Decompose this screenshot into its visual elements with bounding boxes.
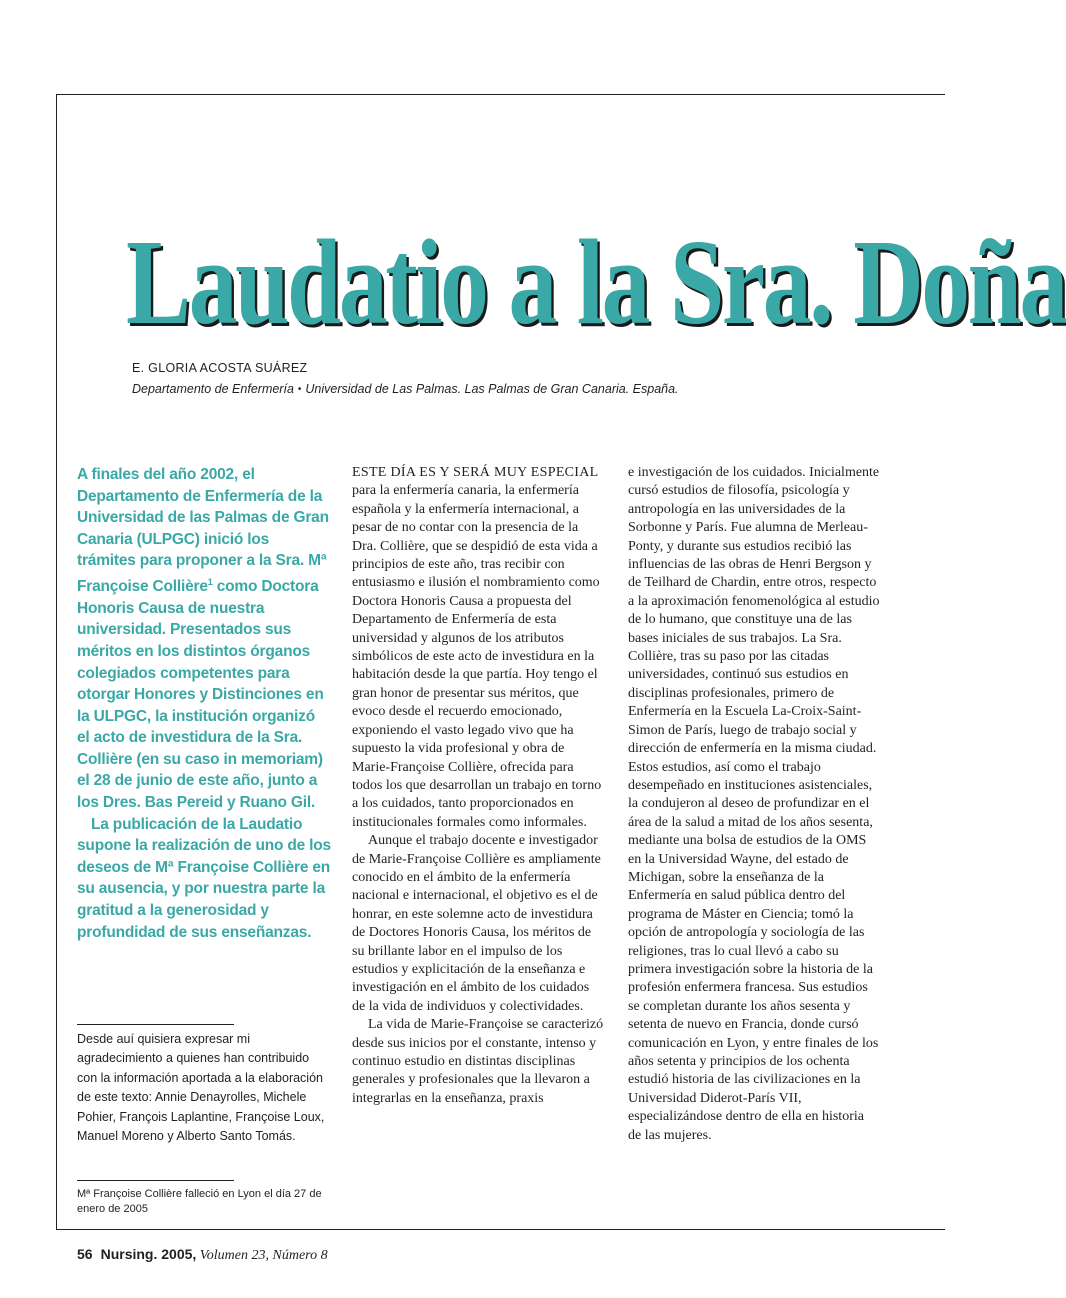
journal-volume: Volumen 23, Número 8: [199, 1248, 328, 1263]
author-affiliation: [132, 382, 679, 396]
author-name: E. GLORIA ACOSTA SUÁREZ: [132, 361, 308, 375]
body-column-1: [352, 464, 604, 1108]
lead-paragraph-2: La publicación de la Laudatio supone la realización de uno de los deseos de Mª Françoise Collière en su ausencia, y por nuestra parte la gratitud a la generosidad y profundidad de sus enseñanzas.: [77, 815, 331, 941]
acknowledgement-note: Desde auí quisiera expresar mi agradecimiento a quienes han contribuido con la información aportada a la elaboración de este texto: Annie Denayrolles, Michele Pohier, François Laplantine, Françoise Loux, Manuel Moreno y Alberto Santo Tomás.: [77, 1032, 325, 1144]
opening-caps: ESTE DÍA ES Y SERÁ MUY ESPECIAL: [352, 465, 599, 480]
body-column-2: [628, 464, 880, 1145]
notes-divider: [77, 1024, 234, 1025]
footnote-marker: 1: [207, 576, 213, 587]
affiliation-separator: •: [297, 384, 302, 395]
body-paragraph-3: La vida de Marie-Françoise se caracterizó desde sus inicios por el constante, intenso y continuo estudio en distintas disciplinas generales y profesionales que la llevaron a integrarlas en la enseñanza, praxis: [352, 1017, 604, 1106]
footnote: Mª Françoise Collière falleció en Lyon el día 27 de enero de 2005: [77, 1188, 322, 1215]
lead-text-part-2: como Doctora Honoris Causa de nuestra universidad. Presentados sus méritos en los distintos órganos colegiados competentes para otorgar Honores y Distinciones en la ULPGC, la institución organizó el acto de investidura de la Sra. Collière (en su caso in memoriam) el 28 de junio de este año, junto a los Dres. Bas Pereid y Ruano Gil.: [77, 578, 324, 812]
page-frame-bottom-rule: [56, 1229, 945, 1230]
footnote-divider: [77, 1180, 234, 1181]
body-paragraph-1-text: para la enfermería canaria, la enfermería española y la enfermería internacional, a pesar de no contar con la presencia de la Dra. Collière, que se despidió de esta vida a principios de este año, tras recibir con entusiasmo e ilusión el nombramiento como Doctora Honoris Causa a propuesta del Departamento de Enfermería de esta universidad y algunos de los atributos simbólicos de este acto de investidura en la habitación desde la que partía. Hoy tengo el gran honor de presentar sus méritos, que evoco desde el recuerdo emocionado, exponiendo el vasto legado vivo que ha supuesto la vida profesional y obra de Marie-Françoise Collière, ofrecida para todos los que desarrollan un trabajo en torno a los cuidados, tanto proporcionados en institucionales formales como informales.: [352, 483, 602, 830]
body-paragraph-2: Aunque el trabajo docente e investigador de Marie-Françoise Collière es ampliamente conocido en el ámbito de la enfermería nacional e internacional, el objetivo es el de honrar, en este solemne acto de investidura de Doctores Honoris Causa, los méritos de su brillante labor en el impulso de los estudios y explicitación de la enseñanza e investigación en el ámbito de los cuidados de la vida de individuos y colectividades.: [352, 833, 601, 1014]
page-footer: [77, 1246, 328, 1264]
body-paragraph-1: [352, 464, 604, 832]
lead-paragraph-1: [77, 464, 331, 814]
lead-text-part-1: A finales del año 2002, el Departamento de Enfermería de la Universidad de las Palmas de Gran Canaria (ULPGC) inició los trámites para proponer a la Sra. Mª Françoise Collière: [77, 466, 329, 596]
article-title: Laudatio a la Sra. Doña: [126, 215, 1066, 350]
journal-name: Nursing. 2005,: [100, 1246, 197, 1262]
title-area: [0, 200, 1066, 360]
affiliation-department: Departamento de Enfermería: [132, 382, 294, 396]
page-frame-top-rule: [56, 94, 945, 95]
affiliation-university: Universidad de Las Palmas. Las Palmas de Gran Canaria. España.: [305, 382, 679, 396]
lead-summary: [77, 464, 331, 943]
body-paragraph-3-continued: e investigación de los cuidados. Inicialmente cursó estudios de filosofía, psicología y antropología en las universidades de la Sorbonne y París. Fue alumna de Merleau-Ponty, y durante sus estudios recibió las influencias de las obras de Henri Bergson y de Teilhard de Chardin, entre otros, respecto a la aproximación fenomenológica al estudio de lo humano, que constituye una de las bases iniciales de sus trabajos. La Sra. Collière, tras su paso por las citadas universidades, continuó sus estudios en disciplinas profesionales, primero de Enfermería en la Escuela La-Croix-Saint-Simon de París, luego de trabajo social y dirección de enfermería en la misma ciudad. Estos estudios, así como el trabajo desempeñado en instituciones asistenciales, la condujeron al deseo de profundizar en el área de la salud a mitad de los años sesenta, mediante una bolsa de estudios de la OMS en la Universidad Wayne, del estado de Michigan, sobre la enseñanza de la Enfermería en salud pública dentro del programa de Máster en Ciencia; tomó la opción de antropología y sociología de las religiones, tras lo cual llevó a cabo su primera investigación sobre la historia de la profesión enfermera francesa. Sus estudios se completan durante los años sesenta y setenta de nuevo en Francia, donde cursó comunicación en Lyon, y entre finales de los años setenta y principios de los ochenta estudió historia de las civilizaciones en la Universidad Diderot-París VII, especializándose dentro de ella en historia de las mujeres.: [628, 465, 880, 1143]
page-number: 56: [77, 1246, 93, 1262]
